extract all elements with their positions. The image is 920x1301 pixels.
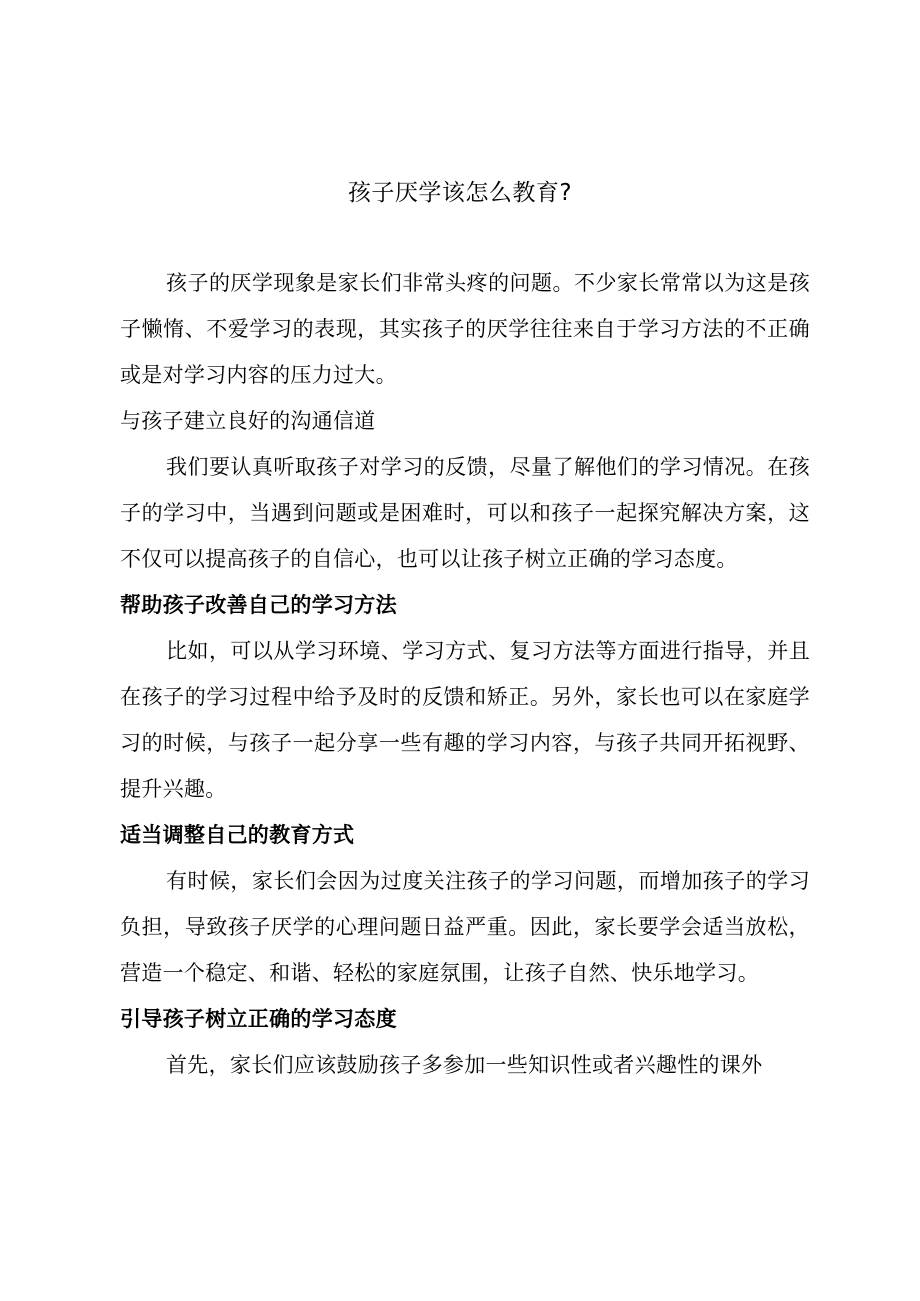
study-method-paragraph: 比如，可以从学习环境、学习方式、复习方法等方面进行指导，并且在孩子的学习过程中给予及时的反馈和矫正。另外，家长也可以在家庭学习的时候，与孩子一起分享一些有趣的学习内容，与孩子共同开拓视野、提升兴趣。	[120, 639, 810, 801]
learning-attitude-paragraph: 首先，家长们应该鼓励孩子多参加一些知识性或者兴趣性的课外	[166, 1053, 763, 1077]
intro-paragraph: 孩子的厌学现象是家长们非常头疼的问题。不少家长常常以为这是孩子懒惰、不爱学习的表现，其实孩子的厌学往往来自于学习方法的不正确或是对学习内容的压力过大。	[120, 271, 810, 387]
document-body	[120, 260, 810, 1088]
education-style-paragraph: 有时候，家长们会因为过度关注孩子的学习问题，而增加孩子的学习负担，导致孩子厌学的心理问题日益严重。因此，家长要学会适当放松，营造一个稳定、和谐、轻松的家庭氛围，让孩子自然、快乐地学习。	[120, 869, 810, 985]
document-title: 孩子厌学该怎么教育?	[347, 180, 573, 206]
section-heading-learning-attitude: 引导孩子树立正确的学习态度	[120, 1007, 397, 1031]
section-heading-education-style: 适当调整自己的教育方式	[120, 823, 355, 847]
communication-paragraph: 我们要认真听取孩子对学习的反馈，尽量了解他们的学习情况。在孩子的学习中，当遇到问题或是困难时，可以和孩子一起探究解决方案，这不仅可以提高孩子的自信心，也可以让孩子树立正确的学习态度。	[120, 455, 810, 571]
section-heading-communication: 与孩子建立良好的沟通信道	[120, 409, 376, 433]
section-heading-study-method: 帮助孩子改善自己的学习方法	[120, 593, 397, 617]
